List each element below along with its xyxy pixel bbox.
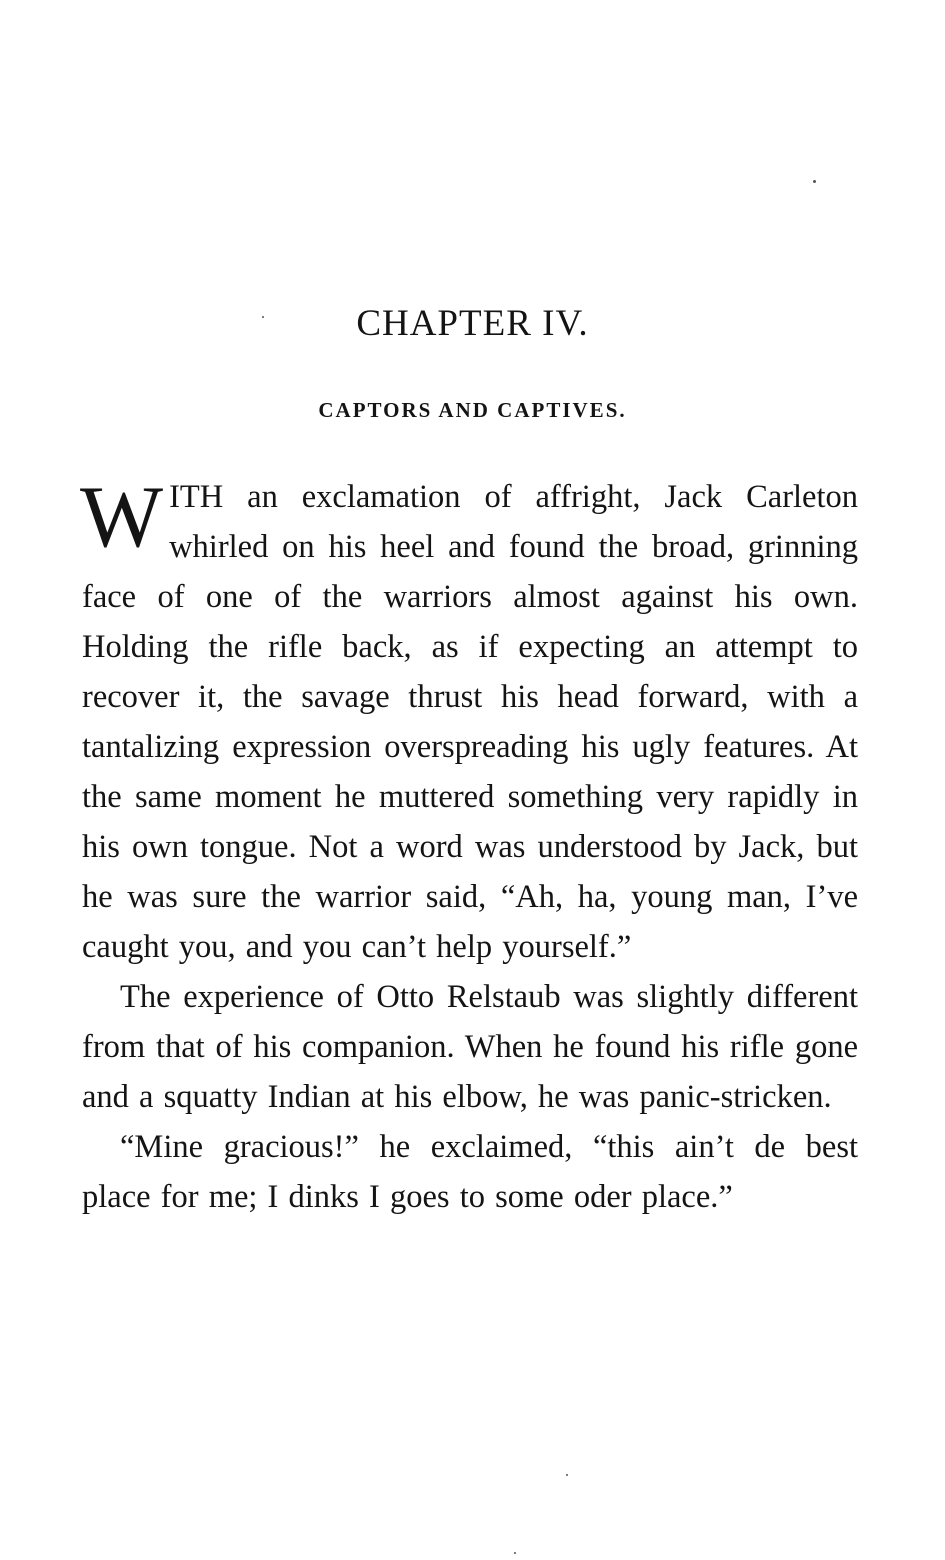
- drop-cap: W: [80, 469, 164, 566]
- chapter-body: [80, 469, 858, 1222]
- print-speck: [262, 316, 264, 318]
- chapter-subtitle: CAPTORS AND CAPTIVES.: [318, 398, 627, 422]
- paragraph-1-text: ITH an exclamation of affright, Jack Carleton whirled on his heel and found the broad, grinning face of one of the warriors almost against his own. Holding the rifle back, as if expecting an attempt to recover it, the savage thrust his head forward, with a tantalizing expression overspreading his ugly features. At the same moment he muttered something very rapidly in his own tongue. Not a word was understood by Jack, but he was sure the warrior said, “Ah, ha, young man, I’ve caught you, and you can’t help yourself.”: [82, 479, 858, 965]
- paragraph-3: “Mine gracious!” he exclaimed, “this ain’t de best place for me; I dinks I goes to some oder place.”: [82, 1129, 858, 1215]
- print-speck: [566, 1474, 568, 1476]
- print-speck: [813, 180, 816, 183]
- print-speck: [514, 1552, 516, 1554]
- chapter-title: CHAPTER IV.: [356, 303, 589, 344]
- paragraph-2: The experience of Otto Relstaub was slightly different from that of his companion. When he found his rifle gone and a squatty Indian at his elbow, he was panic-stricken.: [82, 979, 858, 1115]
- paragraph-1: [80, 469, 858, 972]
